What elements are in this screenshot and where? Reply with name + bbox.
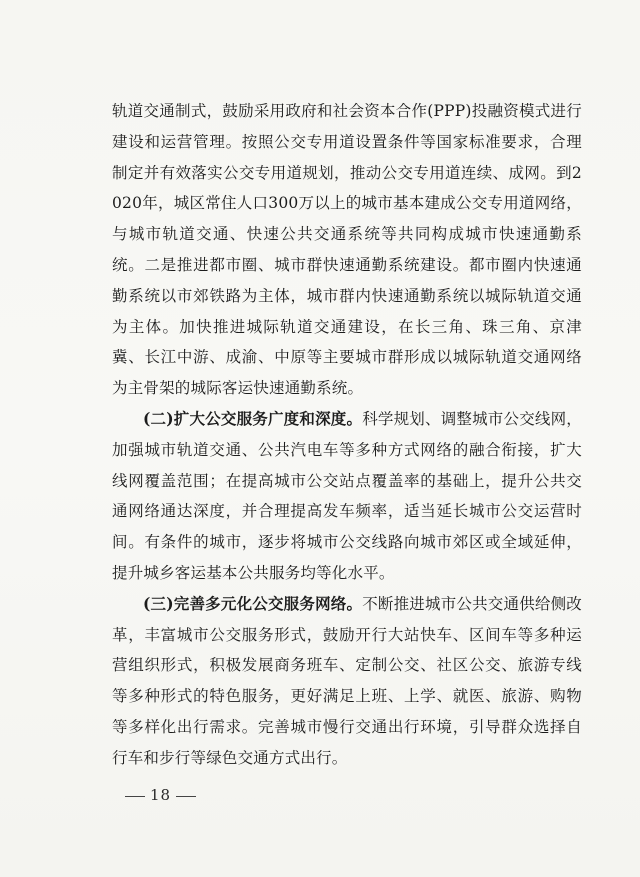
paragraph-3 [112,589,582,774]
page-number: 18 [150,786,172,804]
footer-right-dash [176,796,196,797]
footer-left-dash [125,796,145,797]
paragraph-3-heading: (三)完善多元化公交服务网络。 [143,593,363,613]
page-footer [120,786,201,804]
paragraph-2-text: 科学规划、调整城市公交线网，加强城市轨道交通、公共汽电车等多种方式网络的融合衔接，扩大线网覆盖范围；在提高城市公交站点覆盖率的基础上，提升公共交通网络通达深度，并合理提高发车频率，适当延长城市公交运营时间。有条件的城市，逐步将城市公交线路向城市郊区或全域延伸，提升城乡客运基本公共服务均等化水平。 [112,409,582,582]
paragraph-3-text: 不断推进城市公共交通供给侧改革，丰富城市公交服务形式，鼓励开行大站快车、区间车等多种运营组织形式，积极发展商务班车、定制公交、社区公交、旅游专线等多种形式的特色服务，更好满足上班、上学、就医、旅游、购物等多样化出行需求。完善城市慢行交通出行环境，引导群众选择自行车和步行等绿色交通方式出行。 [112,594,582,767]
paragraph-2 [112,404,582,589]
document-body [112,96,582,774]
paragraph-2-heading: (二)扩大公交服务广度和深度。 [143,408,363,428]
paragraph-1-text: 轨道交通制式，鼓励采用政府和社会资本合作(PPP)投融资模式进行建设和运营管理。按照公交专用道设置条件等国家标准要求，合理制定并有效落实公交专用道规划，推动公交专用道连续、成网。到2020年，城区常住人口300万以上的城市基本建成公交专用道网络，与城市轨道交通、快速公共交通系统等共同构成城市快速通勤系统。二是推进都市圈、城市群快速通勤系统建设。都市圈内快速通勤系统以市郊铁路为主体，城市群内快速通勤系统以城际轨道交通为主体。加快推进城际轨道交通建设，在长三角、珠三角、京津冀、长江中游、成渝、中原等主要城市群形成以城际轨道交通网络为主骨架的城际客运快速通勤系统。 [112,102,582,398]
paragraph-1 [112,96,582,404]
